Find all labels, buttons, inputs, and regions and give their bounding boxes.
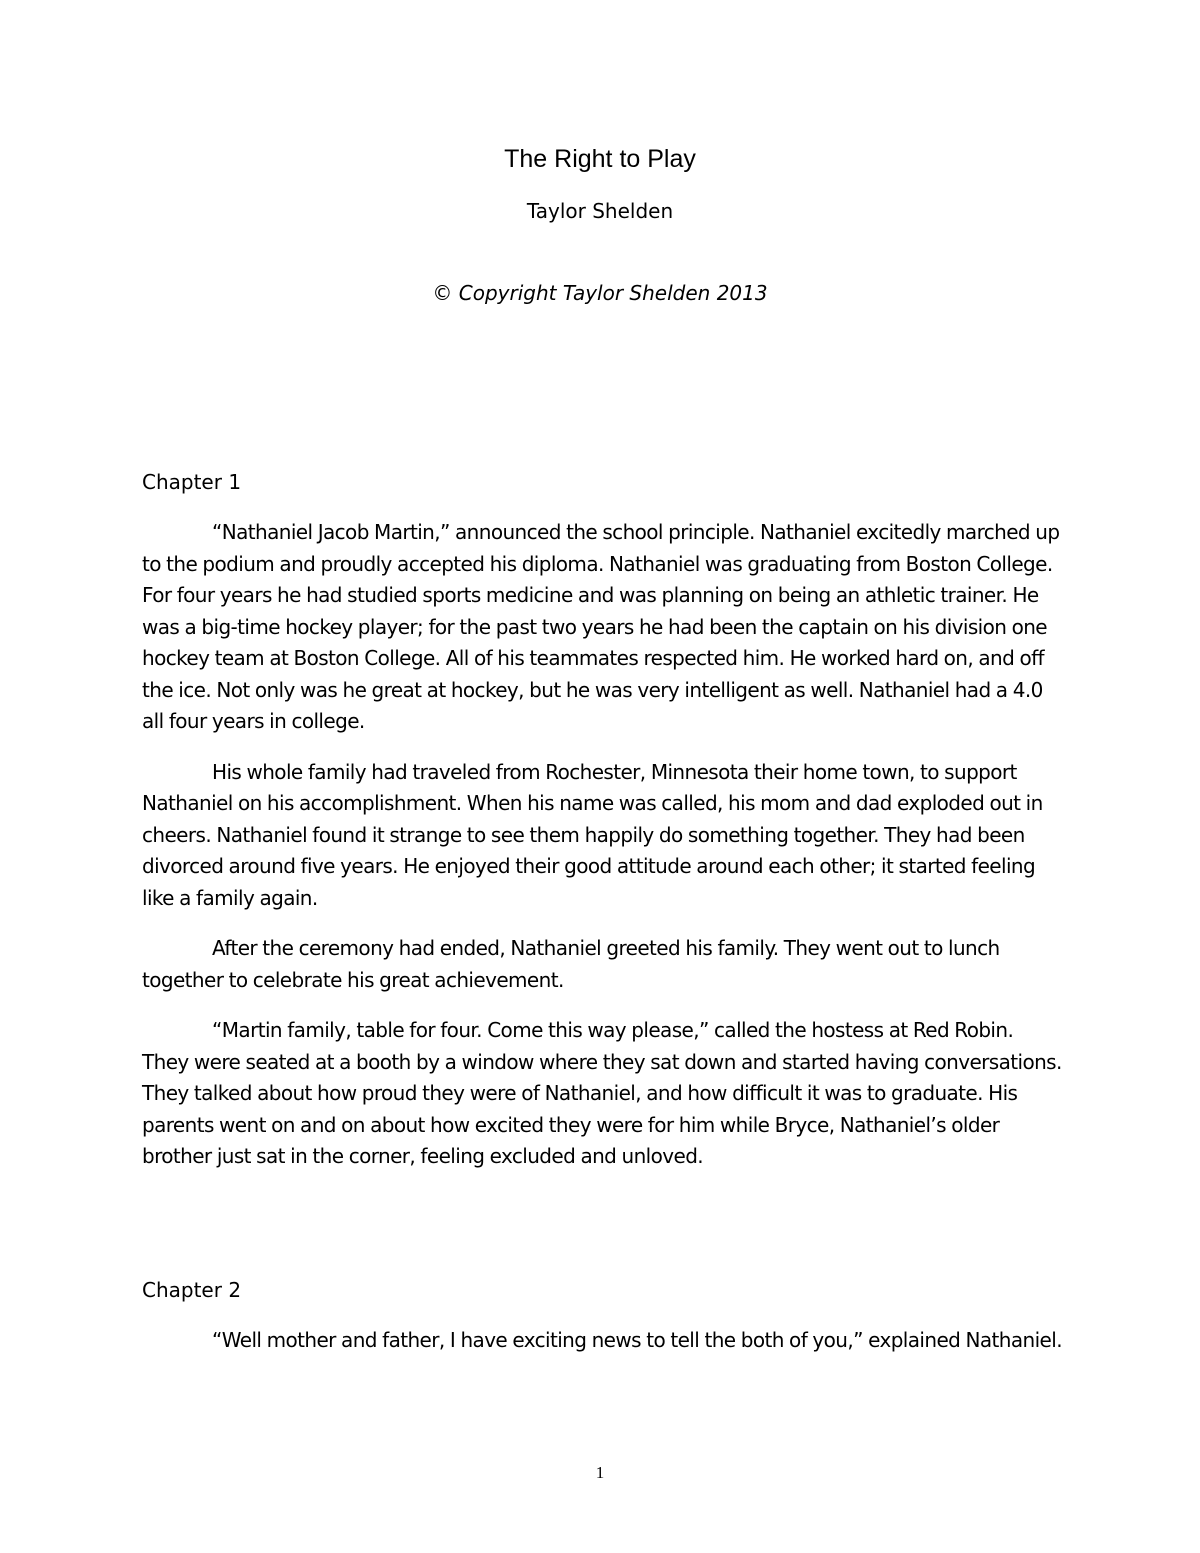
chapter-1-paragraph: After the ceremony had ended, Nathaniel greeted his family. They went out to lunch together to celebrate his great achievement.	[142, 936, 1000, 992]
chapter-2-heading: Chapter 2	[142, 1278, 242, 1302]
copyright-notice: © Copyright Taylor Shelden 2013	[432, 281, 768, 305]
chapter-2-body	[142, 1325, 1062, 1376]
chapter-1-paragraph: His whole family had traveled from Rochester, Minnesota their home town, to support Nathaniel on his accomplishment. When his name was called, his mom and dad exploded out in cheers. Nathaniel found it strange to see them happily do something together. They had been divorced around five years. He enjoyed their good attitude around each other; it started feeling like a family again.	[142, 759, 1043, 910]
chapter-1-heading: Chapter 1	[142, 470, 242, 494]
chapter-1-paragraph: “Nathaniel Jacob Martin,” announced the school principle. Nathaniel excitedly marched up to the podium and proudly accepted his diploma. Nathaniel was graduating from Boston College. For four years he had studied sports medicine and was planning on being an athletic trainer. He was a big-time hockey player; for the past two years he had been the captain on his division one hockey team at Boston College. All of his teammates respected him. He worked hard on, and off the ice. Not only was he great at hockey, but he was very intelligent as well. Nathaniel had a 4.0 all four years in college.	[142, 520, 1060, 733]
chapter-1-body	[142, 517, 1062, 1192]
page-number: 1	[595, 1463, 605, 1482]
chapter-2-paragraph: “Well mother and father, I have exciting news to tell the both of you,” explained Nathaniel.	[212, 1328, 1062, 1352]
author-name: Taylor Shelden	[526, 199, 674, 223]
document-title: The Right to Play	[504, 145, 696, 173]
chapter-1-paragraph: “Martin family, table for four. Come this way please,” called the hostess at Red Robin. They were seated at a booth by a window where they sat down and started having conversations. They talked about how proud they were of Nathaniel, and how difficult it was to graduate. His parents went on and on about how excited they were for him while Bryce, Nathaniel’s older brother just sat in the corner, feeling excluded and unloved.	[142, 1018, 1062, 1168]
